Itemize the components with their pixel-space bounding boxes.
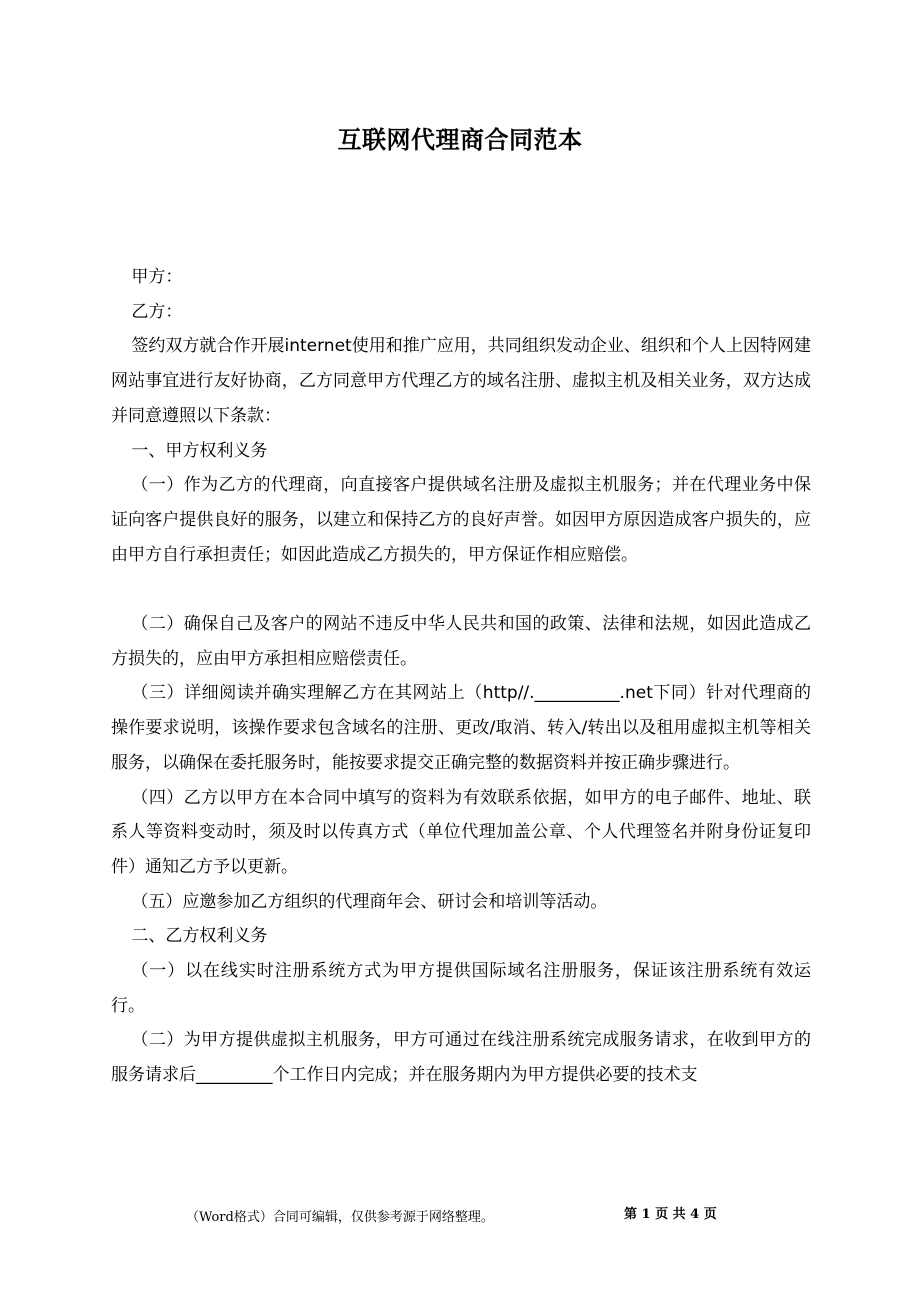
clause-a-1: （一）作为乙方的代理商，向直接客户提供域名注册及虚拟主机服务；并在代理业务中保证向客户提供良好的服务，以建立和保持乙方的良好声誉。如因甲方原因造成客户损失的，应由甲方自行承担责任；如因此造成乙方损失的，甲方保证作相应赔偿。: [111, 475, 811, 565]
footer-note: （Word格式）合同可编辑，仅供参考源于网络整理。: [186, 1210, 494, 1225]
clause-a-5: （五）应邀参加乙方组织的代理商年会、研讨会和培训等活动。: [131, 891, 608, 912]
section-heading-party-b: 二、乙方权利义务: [131, 926, 268, 947]
page-title: 互联网代理商合同范本: [337, 126, 583, 154]
party-b-line: 乙方：: [131, 301, 183, 322]
page-number: 第 1 页 共 4 页: [624, 1207, 717, 1222]
clause-b-1: （一）以在线实时注册系统方式为甲方提供国际域名注册服务，保证该注册系统有效运行。: [111, 961, 811, 1016]
clause-a-2: （二）确保自己及客户的网站不违反中华人民共和国的政策、法律和法规，如因此造成乙方损失的，应由甲方承担相应赔偿责任。: [111, 614, 811, 669]
party-a-line: 甲方：: [131, 267, 183, 287]
contract-body: [111, 260, 811, 1093]
clause-b-2: （二）为甲方提供虚拟主机服务，甲方可通过在线注册系统完成服务请求，在收到甲方的服务请求后_________个工作日内完成；并在服务期内为甲方提供必要的技术支: [111, 1030, 811, 1086]
clause-a-3: （三）详细阅读并确实理解乙方在其网站上（http//.__________.net下同）针对代理商的操作要求说明，该操作要求包含域名的注册、更改/取消、转入/转出以及租用虚拟主机等相关服务，以确保在委托服务时，能按要求提交正确完整的数据资料并按正确步骤进行。: [111, 683, 811, 773]
preamble-paragraph: 签约双方就合作开展internet使用和推广应用，共同组织发动企业、组织和个人上因特网建网站事宜进行友好协商，乙方同意甲方代理乙方的域名注册、虚拟主机及相关业务，双方达成并同意遵照以下条款：: [111, 336, 811, 426]
section-heading-party-a: 一、甲方权利义务: [131, 440, 268, 461]
clause-a-4: （四）乙方以甲方在本合同中填写的资料为有效联系依据，如甲方的电子邮件、地址、联系人等资料变动时，须及时以传真方式（单位代理加盖公章、个人代理签名并附身份证复印件）通知乙方予以更新。: [111, 787, 811, 877]
